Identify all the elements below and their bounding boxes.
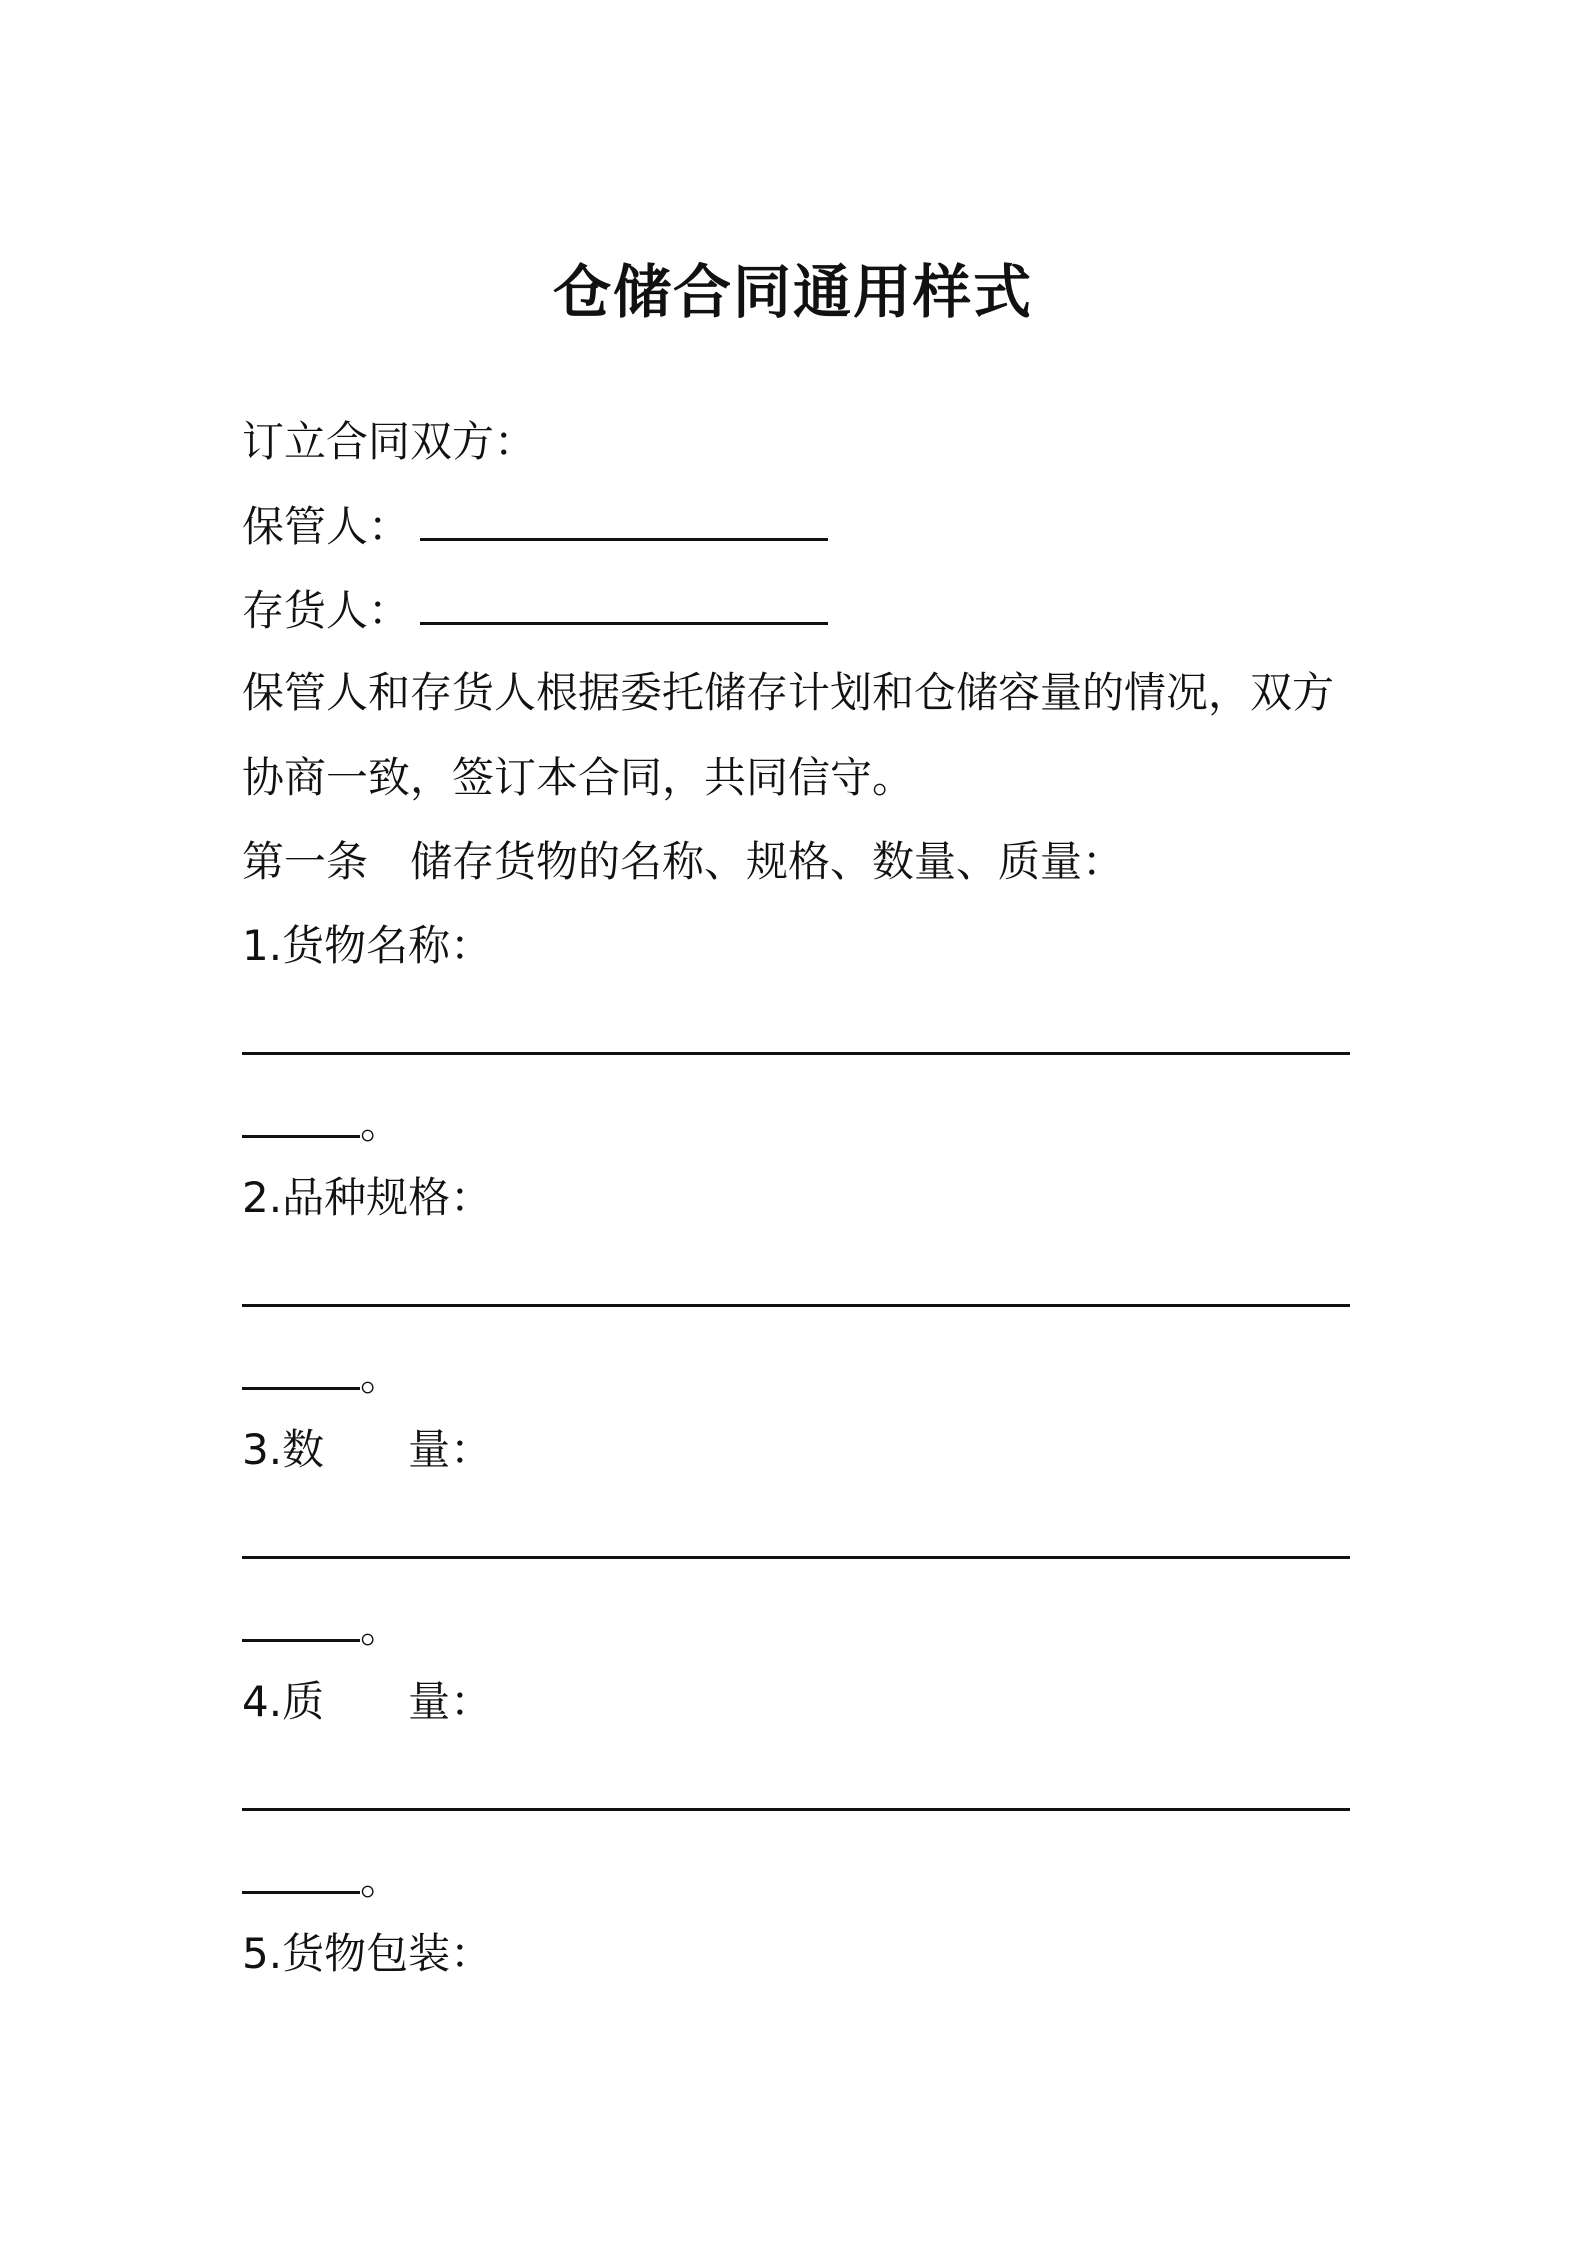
item-specification-blank-continued <box>242 1387 360 1390</box>
item-quality-blank <box>242 1808 1350 1811</box>
item-goods-name-blank-continued <box>242 1135 360 1138</box>
depositor-line <box>242 578 828 641</box>
custodian-label: 保管人： <box>242 502 411 551</box>
item-specification-label: 2.品种规格： <box>242 1173 493 1222</box>
preamble-line-2: 协商一致，签订本合同，共同信守。 <box>242 753 915 802</box>
item-goods-name-label: 1.货物名称： <box>242 921 493 970</box>
article-1-heading: 第一条 储存货物的名称、规格、数量、质量： <box>242 837 1125 886</box>
item-specification-period: 。 <box>360 1351 403 1400</box>
item-goods-name-blank <box>242 1052 1350 1055</box>
item-quantity-label: 3.数 量： <box>242 1425 493 1474</box>
item-quantity-period: 。 <box>360 1603 403 1652</box>
custodian-line <box>242 494 828 557</box>
item-quantity-blank-continued <box>242 1639 360 1642</box>
item-quality-blank-continued <box>242 1891 360 1894</box>
document-title: 仓储合同通用样式 <box>552 258 1033 326</box>
parties-intro: 订立合同双方： <box>242 417 537 466</box>
item-goods-name-period: 。 <box>360 1099 403 1148</box>
item-quality-period: 。 <box>360 1855 403 1904</box>
item-quality-label: 4.质 量： <box>242 1677 493 1726</box>
item-quantity-blank <box>242 1556 1350 1559</box>
depositor-blank <box>420 578 828 625</box>
item-packaging-label: 5.货物包装： <box>242 1929 493 1978</box>
preamble-line-1: 保管人和存货人根据委托储存计划和仓储容量的情况，双方 <box>242 668 1335 717</box>
custodian-blank <box>420 494 828 541</box>
depositor-label: 存货人： <box>242 586 411 635</box>
item-specification-blank <box>242 1304 1350 1307</box>
